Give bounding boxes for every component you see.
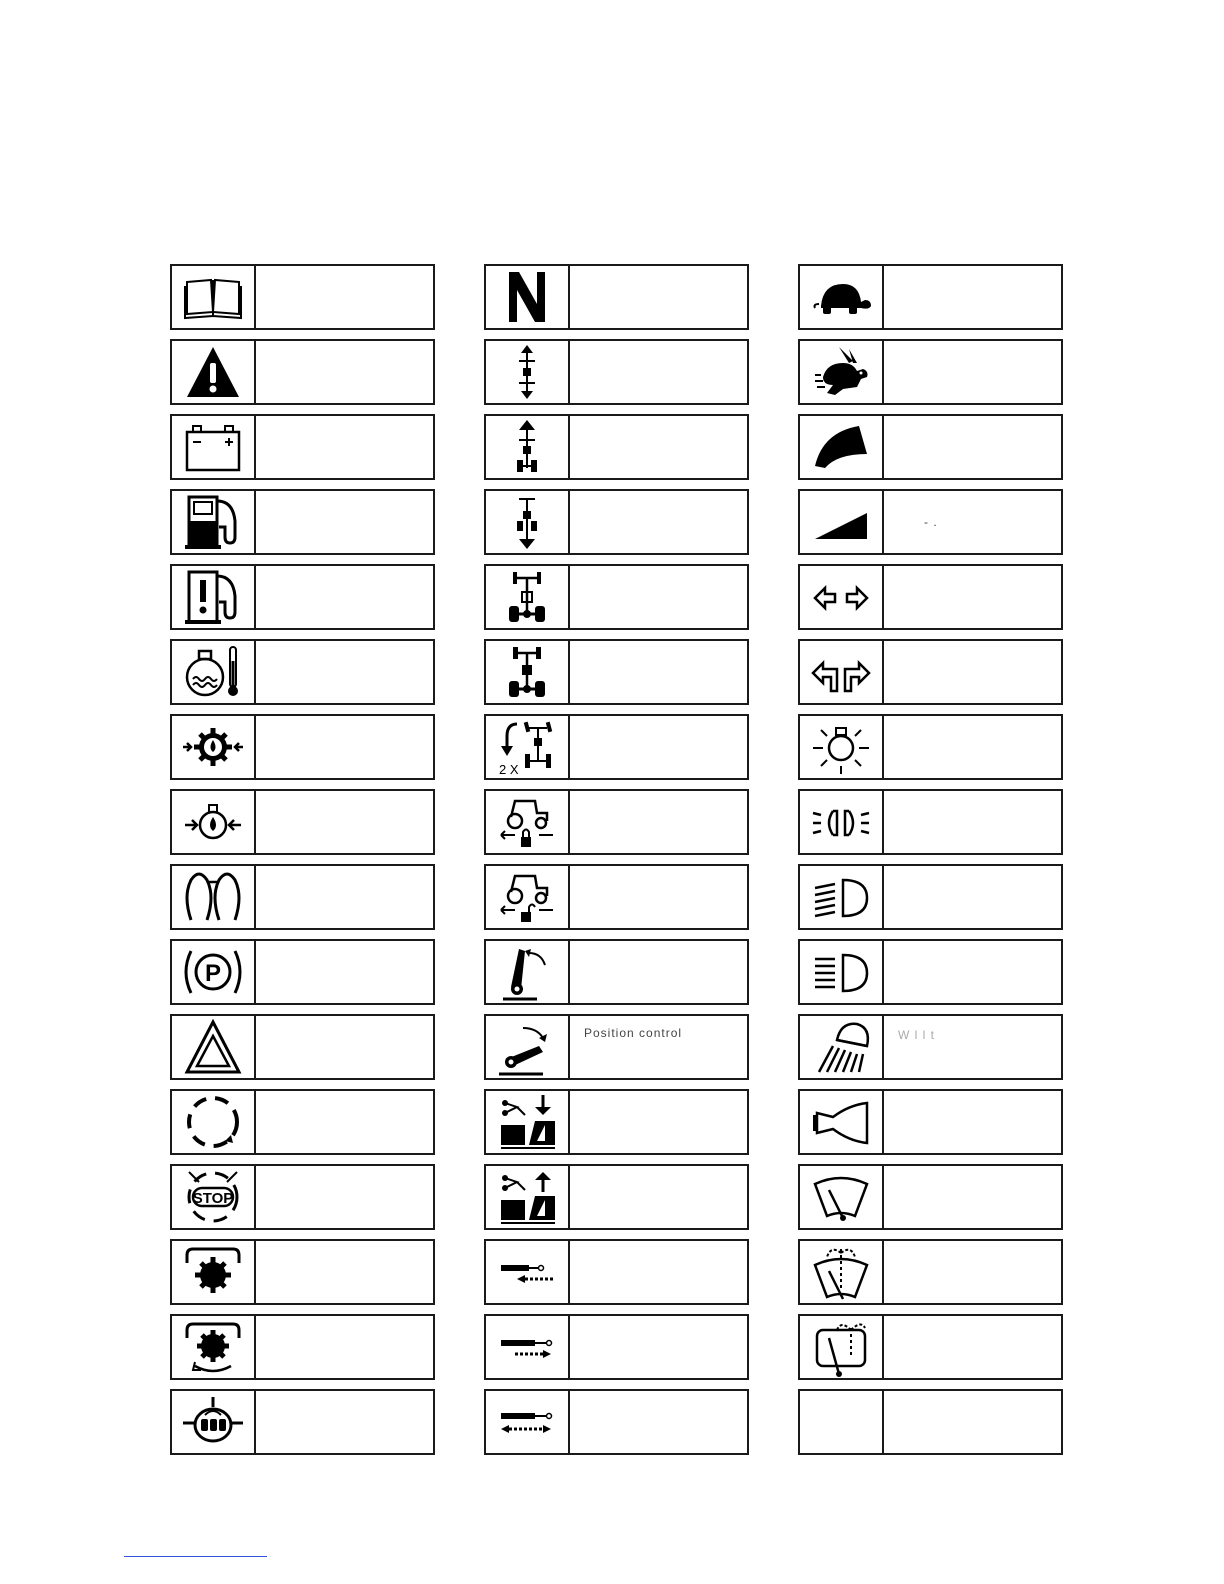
steering-mode-2x-icon: [495, 718, 559, 776]
symbol-row: [484, 564, 749, 630]
symbol-row: [798, 639, 1063, 705]
symbol-row: [484, 264, 749, 330]
hitch-lower-icon: [495, 1093, 559, 1151]
symbol-description: [570, 716, 747, 778]
symbol-row: [484, 939, 749, 1005]
lever-lower-icon: [495, 1018, 559, 1076]
symbol-row: [484, 1089, 749, 1155]
neutral-icon: [495, 268, 559, 326]
symbol-description: [256, 641, 433, 703]
symbol-row: [798, 1389, 1063, 1455]
symbol-description: [570, 1091, 747, 1153]
symbol-row: [798, 864, 1063, 930]
symbol-row: [798, 714, 1063, 780]
symbol-row: [484, 489, 749, 555]
symbol-description: [256, 1091, 433, 1153]
two-wheel-drive-icon: [495, 568, 559, 626]
forward-drive-icon: [495, 418, 559, 476]
symbol-description: [570, 866, 747, 928]
hitch-raise-icon: [495, 1168, 559, 1226]
symbol-description: [256, 1016, 433, 1078]
warning-lamp-icon: [809, 718, 873, 776]
symbol-description: [884, 866, 1061, 928]
trailer-turn-signal-icon: [809, 643, 873, 701]
symbol-row: [798, 939, 1063, 1005]
symbol-description: [570, 341, 747, 403]
symbol-description: [570, 641, 747, 703]
symbol-row: [170, 1164, 435, 1230]
symbol-description: [570, 791, 747, 853]
symbol-row: [170, 714, 435, 780]
symbol-row: [484, 414, 749, 480]
symbol-description: [570, 416, 747, 478]
turn-signal-icon: [809, 568, 873, 626]
symbol-row: [798, 1239, 1063, 1305]
symbol-row: [170, 414, 435, 480]
work-light-icon: [809, 1018, 873, 1076]
symbol-description: [570, 1316, 747, 1378]
glow-plug-icon: [181, 868, 245, 926]
symbol-description: [884, 566, 1061, 628]
symbol-row: [484, 1164, 749, 1230]
symbol-row: [170, 1314, 435, 1380]
symbol-description: [256, 941, 433, 1003]
symbol-row: [484, 1014, 749, 1080]
symbol-description: [884, 1241, 1061, 1303]
side-lights-icon: [809, 793, 873, 851]
symbol-row: [170, 1389, 435, 1455]
symbol-description: [884, 791, 1061, 853]
cylinder-extend-icon: [495, 1318, 559, 1376]
symbol-description: [570, 491, 747, 553]
symbol-row: [170, 489, 435, 555]
symbol-row: [798, 564, 1063, 630]
transmission-oil-pressure-icon: [181, 718, 245, 776]
symbol-row: [484, 339, 749, 405]
reverse-drive-icon: [495, 493, 559, 551]
symbol-description: [884, 1391, 1061, 1453]
symbol-row: [484, 639, 749, 705]
engine-oil-pressure-icon: [181, 793, 245, 851]
symbol-row: [798, 414, 1063, 480]
symbol-description: [570, 941, 747, 1003]
symbol-row: [484, 1389, 749, 1455]
parking-brake-icon: [181, 943, 245, 1001]
rear-wiper-washer-icon: [809, 1318, 873, 1376]
symbol-row: [798, 1314, 1063, 1380]
symbol-description: [884, 1091, 1061, 1153]
warning-icon: [181, 343, 245, 401]
rabbit-fast-icon: [809, 343, 873, 401]
symbol-row: [170, 264, 435, 330]
footer-link-underline: [124, 1556, 267, 1557]
operator-manual-icon: [181, 268, 245, 326]
symbol-description: [884, 716, 1061, 778]
symbol-description: [884, 341, 1061, 403]
symbol-row: [170, 789, 435, 855]
symbol-description: [256, 566, 433, 628]
differential-lock-icon: [181, 1393, 245, 1451]
symbol-description: [256, 866, 433, 928]
lever-raise-icon: [495, 943, 559, 1001]
symbol-row: [484, 789, 749, 855]
symbol-row: [798, 789, 1063, 855]
four-wheel-drive-icon: [495, 643, 559, 701]
symbol-description: [256, 1316, 433, 1378]
symbol-row: [798, 1164, 1063, 1230]
symbol-description: [570, 1391, 747, 1453]
low-beam-icon: [809, 868, 873, 926]
tractor-unlock-icon: [495, 868, 559, 926]
symbol-description: [256, 416, 433, 478]
fuel-level-icon: [181, 493, 245, 551]
cylinder-retract-icon: [495, 1243, 559, 1301]
fuel-warning-icon: [181, 568, 245, 626]
symbol-description: [884, 641, 1061, 703]
symbol-description: [256, 1241, 433, 1303]
washer-wiper-icon: [809, 1243, 873, 1301]
symbol-row: [170, 939, 435, 1005]
symbol-description: [884, 1166, 1061, 1228]
symbol-description: [256, 716, 433, 778]
symbol-row: [170, 1239, 435, 1305]
symbol-description: [256, 491, 433, 553]
svg-text:2 X: 2 X: [499, 762, 519, 777]
symbol-row: [170, 864, 435, 930]
pto-rotation-icon: [181, 1318, 245, 1376]
symbol-description: [884, 266, 1061, 328]
symbol-description: [256, 341, 433, 403]
battery-icon: [181, 418, 245, 476]
pto-icon: [181, 1093, 245, 1151]
tractor-lock-icon: [495, 793, 559, 851]
blank-icon: [809, 1393, 873, 1451]
forward-reverse-drive-icon: [495, 343, 559, 401]
symbol-row: [798, 1089, 1063, 1155]
cylinder-float-icon: [495, 1393, 559, 1451]
symbol-row: [798, 339, 1063, 405]
symbol-description: [884, 416, 1061, 478]
symbol-row: [798, 1014, 1063, 1080]
symbol-row: [484, 1239, 749, 1305]
symbol-row: [170, 564, 435, 630]
symbol-row: [170, 639, 435, 705]
symbol-row: [484, 864, 749, 930]
symbol-row: [798, 489, 1063, 555]
hazard-lights-icon: [181, 1018, 245, 1076]
pto-stop-icon: [181, 1168, 245, 1226]
svg-text:STOP: STOP: [192, 1190, 234, 1207]
symbol-row: [170, 1014, 435, 1080]
symbol-description: [570, 566, 747, 628]
turtle-slow-icon: [809, 268, 873, 326]
symbol-row: [484, 1314, 749, 1380]
symbol-description: [570, 1166, 747, 1228]
symbol-description: Position control: [584, 1026, 683, 1040]
symbol-description: [256, 266, 433, 328]
symbol-row: [484, 714, 749, 780]
symbol-description: [256, 1391, 433, 1453]
symbol-description: [256, 791, 433, 853]
symbol-description: - .: [924, 515, 938, 529]
front-wiper-icon: [809, 1168, 873, 1226]
symbol-row: [170, 1089, 435, 1155]
ramp-increase-icon: [809, 493, 873, 551]
symbol-description: [256, 1166, 433, 1228]
coolant-temperature-icon: [181, 643, 245, 701]
symbol-row: [798, 264, 1063, 330]
high-beam-icon: [809, 943, 873, 1001]
horn-icon: [809, 1093, 873, 1151]
symbol-description: [884, 941, 1061, 1003]
symbol-description: W l l t: [898, 1028, 935, 1042]
continuously-variable-icon: [809, 418, 873, 476]
symbol-description: [570, 266, 747, 328]
pto-engaged-icon: [181, 1243, 245, 1301]
svg-text:P: P: [204, 960, 222, 987]
symbol-description: [570, 1241, 747, 1303]
symbol-row: [170, 339, 435, 405]
symbol-description: [884, 1316, 1061, 1378]
